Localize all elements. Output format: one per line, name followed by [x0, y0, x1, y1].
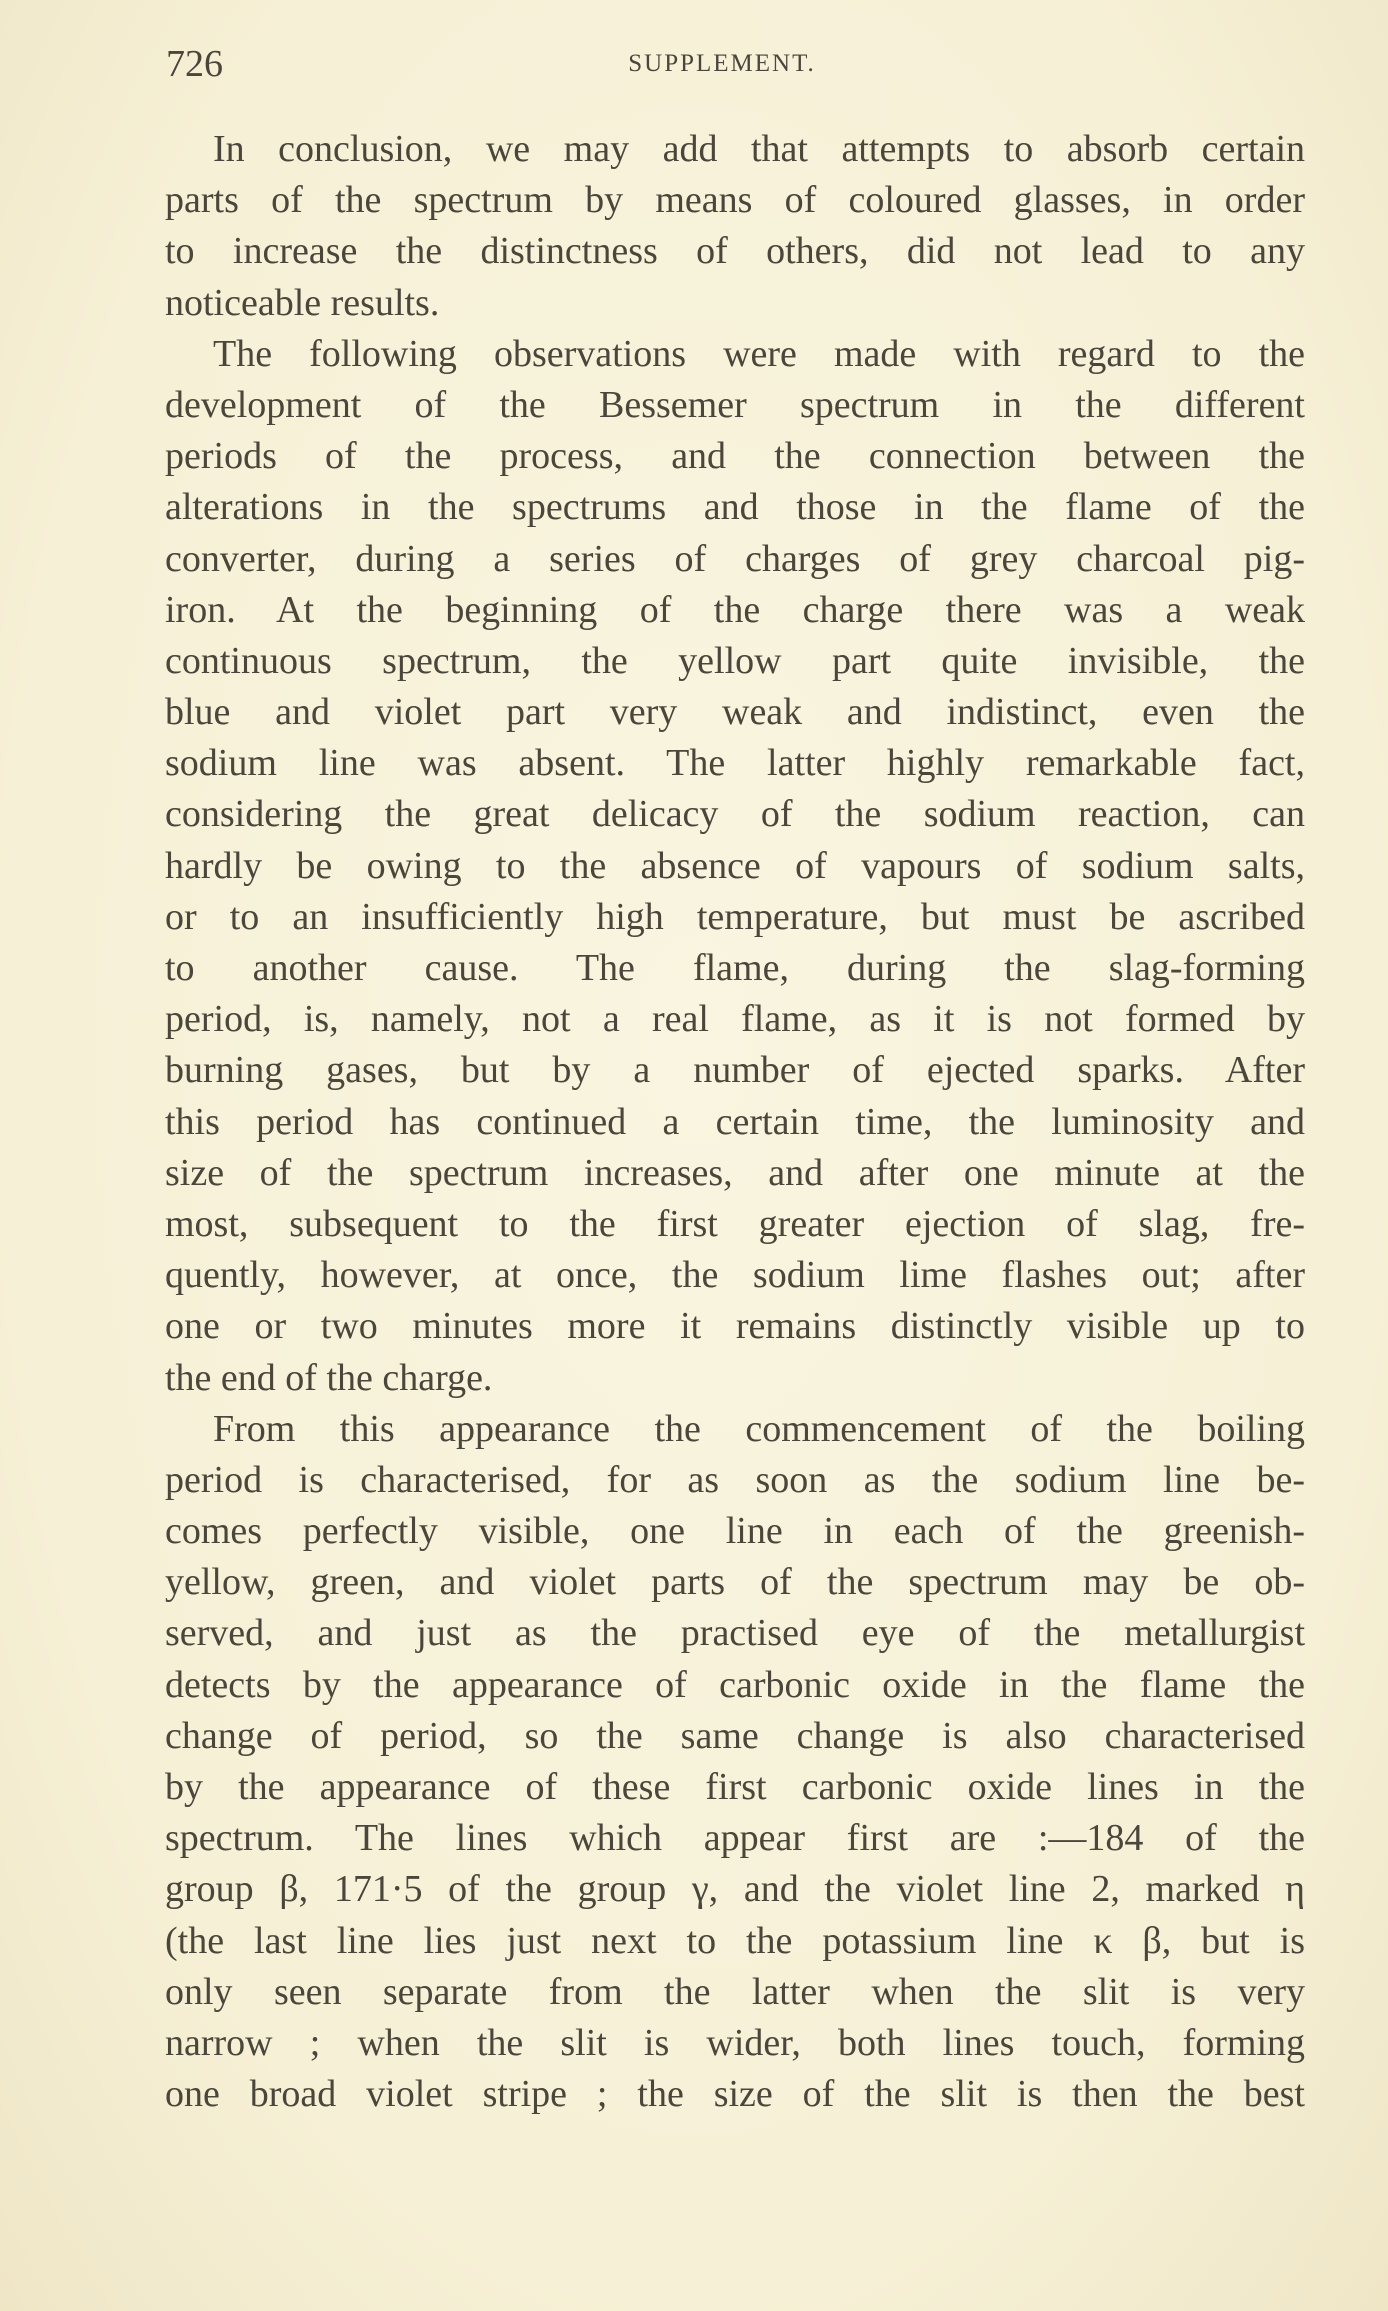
text-line: sodium line was absent. The latter highly remarkable fact,	[165, 742, 1305, 785]
text-line: continuous spectrum, the yellow part quite invisible, the	[165, 639, 1305, 682]
text-line: blue and violet part very weak and indistinct, even the	[165, 691, 1305, 734]
text-line: or to an insufficiently high temperature, but must be ascribed	[165, 895, 1305, 938]
text-line: noticeable results.	[165, 281, 440, 324]
text-line: period is characterised, for as soon as the sodium line be-	[165, 1458, 1305, 1501]
text-line: yellow, green, and violet parts of the spectrum may be ob-	[165, 1561, 1305, 1604]
text-line: iron. At the beginning of the charge there was a weak	[165, 588, 1305, 631]
text-line: one or two minutes more it remains distinctly visible up to	[165, 1305, 1305, 1348]
text-line: one broad violet stripe ; the size of the slit is then the best	[165, 2073, 1305, 2116]
text-line: converter, during a series of charges of grey charcoal pig-	[165, 537, 1305, 580]
text-line: detects by the appearance of carbonic oxide in the flame the	[165, 1663, 1305, 1706]
text-line: hardly be owing to the absence of vapours of sodium salts,	[165, 844, 1305, 887]
text-line: (the last line lies just next to the potassium line κ β, but is	[165, 1919, 1305, 1962]
text-line: development of the Bessemer spectrum in the different	[165, 383, 1305, 426]
text-line: narrow ; when the slit is wider, both lines touch, forming	[165, 2021, 1305, 2064]
body-text	[165, 124, 1305, 2120]
text-line: period, is, namely, not a real flame, as it is not formed by	[165, 998, 1305, 1041]
text-line: alterations in the spectrums and those in the flame of the	[165, 486, 1305, 529]
text-line: this period has continued a certain time, the luminosity and	[165, 1100, 1305, 1143]
text-line: burning gases, but by a number of ejected sparks. After	[165, 1049, 1305, 1092]
text-line: comes perfectly visible, one line in each of the greenish-	[165, 1510, 1305, 1553]
text-line: group β, 171·5 of the group γ, and the violet line 2, marked η	[165, 1868, 1305, 1911]
text-line: periods of the process, and the connection between the	[165, 435, 1305, 478]
text-line: In conclusion, we may add that attempts to absorb certain	[213, 128, 1305, 170]
text-line: considering the great delicacy of the sodium reaction, can	[165, 793, 1305, 836]
text-line: the end of the charge.	[165, 1356, 493, 1399]
text-line: spectrum. The lines which appear first are :—184 of the	[165, 1817, 1305, 1860]
text-line: change of period, so the same change is also characterised	[165, 1714, 1305, 1757]
text-line: to another cause. The flame, during the slag-forming	[165, 947, 1305, 989]
text-line: size of the spectrum increases, and after one minute at the	[165, 1151, 1305, 1194]
running-title: SUPPLEMENT.	[628, 50, 816, 77]
text-line: by the appearance of these first carbonic oxide lines in the	[165, 1766, 1305, 1808]
text-line: parts of the spectrum by means of coloured glasses, in order	[165, 179, 1305, 222]
text-line: to increase the distinctness of others, did not lead to any	[165, 230, 1305, 273]
page-number: 726	[166, 43, 223, 85]
text-line: From this appearance the commencement of the boiling	[213, 1407, 1305, 1450]
text-line: The following observations were made with regard to the	[213, 332, 1305, 375]
text-line: quently, however, at once, the sodium lime flashes out; after	[165, 1254, 1305, 1297]
text-line: most, subsequent to the first greater ejection of slag, fre-	[165, 1202, 1305, 1245]
text-line: served, and just as the practised eye of the metallurgist	[165, 1612, 1305, 1655]
text-line: only seen separate from the latter when the slit is very	[165, 1970, 1305, 2013]
